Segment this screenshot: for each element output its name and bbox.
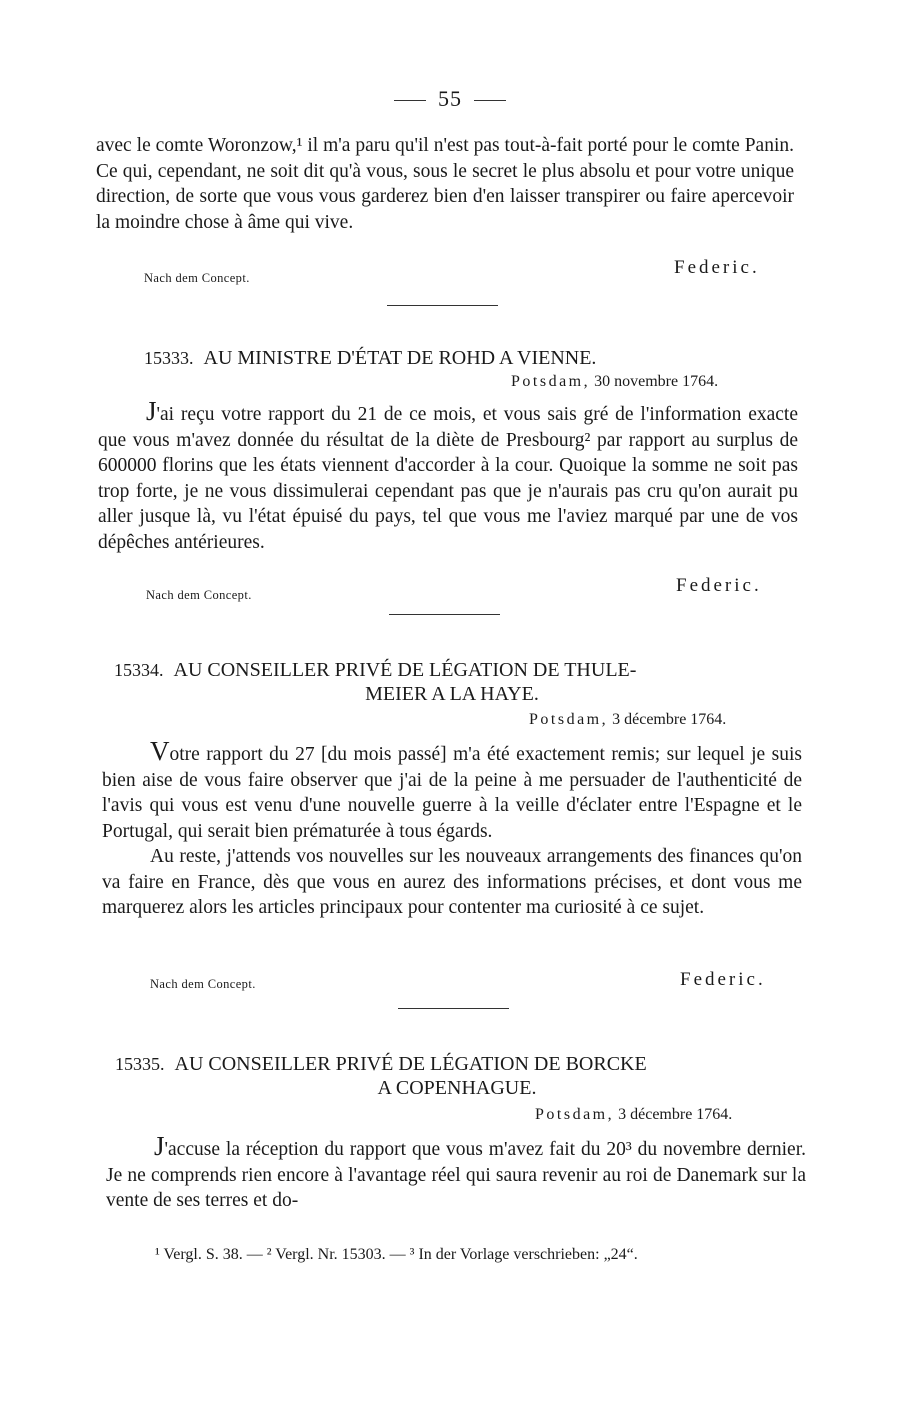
date-place: Potsdam, [511,373,591,390]
letter-heading [114,657,790,683]
signature: Federic. [674,257,760,278]
letter-title: AU CONSEILLER PRIVÉ DE LÉGATION DE THULE- [173,659,637,681]
letter-body [102,736,802,921]
letter-heading-continuation: A COPENHAGUE. [377,1077,537,1099]
separator-rule [387,305,498,306]
page-number: 55 [438,86,462,111]
concept-note: Nach dem Concept. [150,977,256,991]
concept-note: Nach dem Concept. [144,271,250,285]
date-text: 3 décembre 1764. [618,1106,733,1123]
body-text: otre rapport du 27 [du mois passé] m'a été exactement remis; sur lequel je suis bien aise de vous faire observer que j'ai de la peine à me persuader de l'authenticité de l'avis qui vous est venu d'une nouvelle guerre à la veille d'éclater entre l'Espagne et le Portugal, qui serait bien prématurée à tous égards. [102,744,802,842]
date-place: Potsdam, [535,1106,615,1123]
dateline [511,373,718,391]
footnotes: ¹ Vergl. S. 38. — ² Vergl. Nr. 15303. — ³ In der Vorlage verschrieben: „24“. [155,1246,638,1263]
date-text: 3 décembre 1764. [612,711,727,728]
concept-note: Nach dem Concept. [146,588,252,602]
drop-cap: J [146,396,157,426]
letter-number: 15335. [115,1054,165,1074]
letter-body [106,1131,806,1214]
dash-right [474,100,506,101]
signature: Federic. [676,575,762,596]
opening-paragraph [96,133,794,235]
separator-rule [398,1008,509,1009]
letter-heading [144,345,754,371]
letter-body [98,396,798,555]
letter-heading-continuation: MEIER A LA HAYE. [365,683,539,705]
letter-number: 15334. [114,660,164,680]
drop-cap: J [154,1131,165,1161]
opening-text: avec le comte Woronzow,¹ il m'a paru qu'il n'est pas tout-à-fait porté pour le comte Panin. Ce qui, cependant, ne soit dit qu'à vous, sous le secret le plus absolu et pour votre unique direction, de sorte que vous vous garderez bien d'en laisser transpirer ou faire apercevoir la moindre chose à âme qui vive. [96,135,794,233]
date-place: Potsdam, [529,711,609,728]
body-text: 'accuse la réception du rapport que vous m'avez fait du 20³ du novembre dernier. Je ne comprends rien encore à l'avantage réel qui saura revenir au roi de Danemark sur la vente de ses terres et do- [106,1139,806,1211]
body-text-2: Au reste, j'attends vos nouvelles sur les nouveaux arrangements des finances qu'on va faire en France, dès que vous en aurez des informations précises, et dont vous me marquerez alors les articles principaux pour contenter ma curiosité à ce sujet. [102,846,802,918]
letter-heading [115,1051,799,1077]
dateline [535,1106,732,1124]
drop-cap: V [150,736,170,766]
letter-title: AU CONSEILLER PRIVÉ DE LÉGATION DE BORCKE [174,1053,647,1075]
letter-title: AU MINISTRE D'ÉTAT DE ROHD A VIENNE. [203,347,597,369]
dash-left [394,100,426,101]
body-text: 'ai reçu votre rapport du 21 de ce mois, et vous sais gré de l'information exacte que vous m'avez donnée du résultat de la diète de Presbourg² par rapport au surplus de 600000 florins que les états viennent d'accorder à la cour. Quoique la somme ne soit pas trop forte, je ne vous dissimulerai cependant pas que je n'aurais pas cru qu'on aurait pu aller jusque là, vu l'état épuisé du pays, tel que vous me l'aviez marqué par une de vos dépêches antérieures. [98,404,798,553]
dateline [529,711,726,729]
signature: Federic. [680,969,766,990]
separator-rule [389,614,500,615]
page-number-line [0,86,900,112]
letter-number: 15333. [144,348,194,368]
date-text: 30 novembre 1764. [594,373,719,390]
